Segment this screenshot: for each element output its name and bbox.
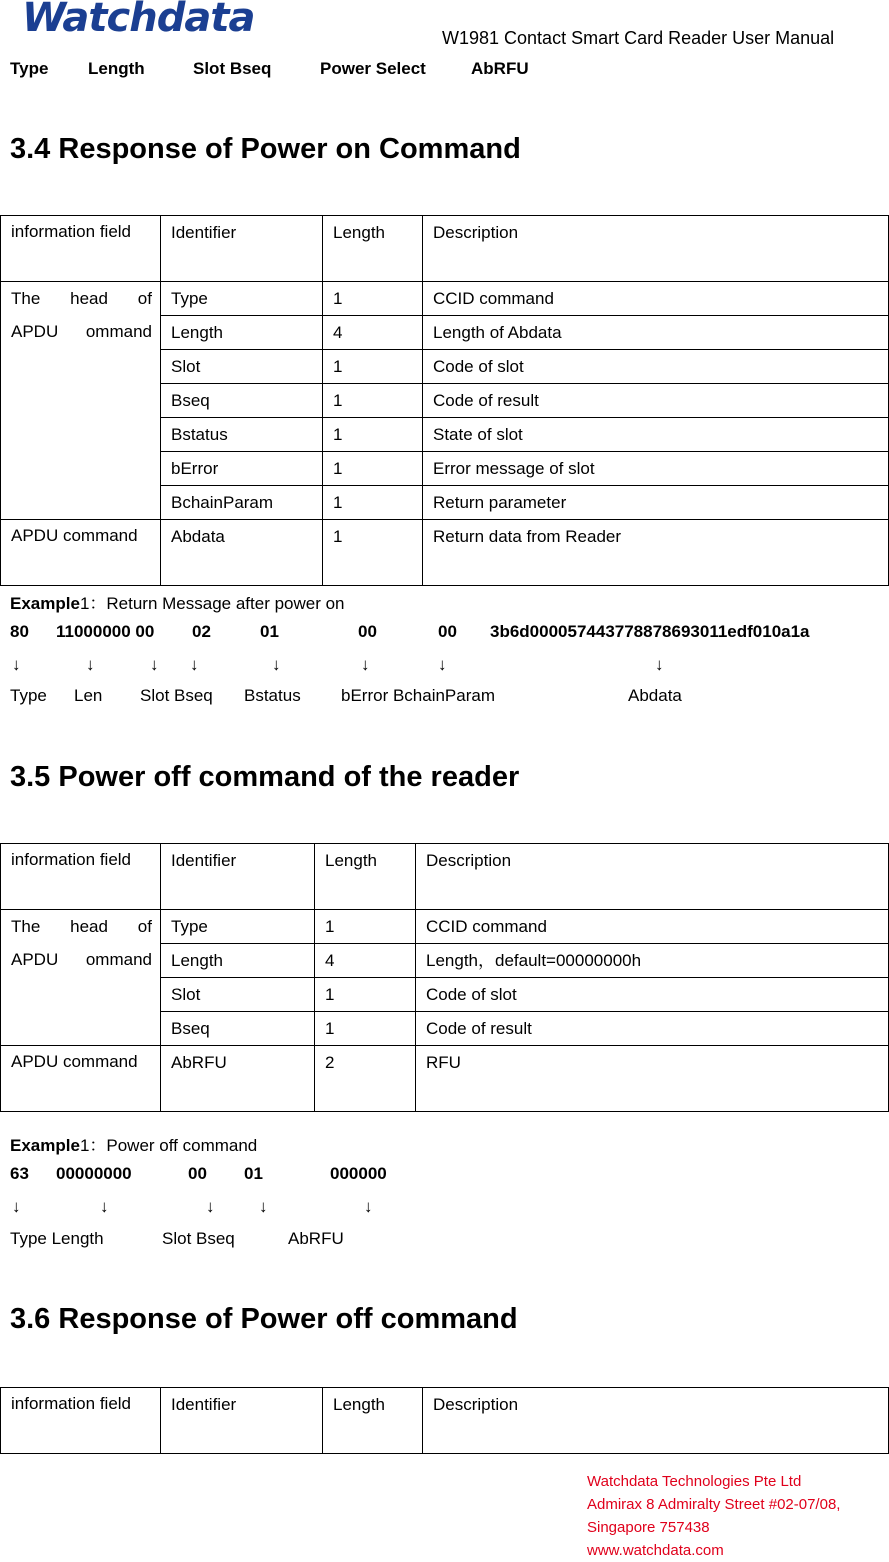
example-text: 1：Power off command — [79, 1136, 258, 1155]
table-cell: CCID command — [423, 282, 889, 316]
header-cell: Identifier — [161, 844, 315, 910]
example-text: 1：Return Message after power on — [79, 594, 345, 613]
group-label-cell: The head of APDU ommand — [1, 282, 161, 520]
table-cell: 1 — [323, 350, 423, 384]
example-3-5-labels — [10, 1229, 610, 1253]
down-arrow-icon: ↓ — [364, 1197, 373, 1216]
table-cell: Length of Abdata — [423, 316, 889, 350]
field-slot-bseq: Slot Bseq — [193, 59, 272, 78]
header-cell: Identifier — [161, 1388, 323, 1454]
down-arrow-icon: ↓ — [655, 655, 664, 674]
table-cell: Length，default=00000000h — [416, 944, 889, 978]
section-3-4-heading: 3.4 Response of Power on Command — [10, 133, 521, 165]
table-cell: RFU — [416, 1046, 889, 1112]
example-value: 00 — [188, 1164, 207, 1183]
table-cell: 1 — [315, 910, 416, 944]
down-arrow-icon: ↓ — [12, 655, 21, 674]
header-cell: information field — [1, 216, 161, 282]
example-label-item: Bstatus — [244, 686, 301, 705]
table-cell: 2 — [315, 1046, 416, 1112]
footer-address: Admirax 8 Admiralty Street #02-07/08, — [587, 1496, 841, 1513]
example-label-item: Slot Bseq — [162, 1229, 235, 1248]
example-label-item: AbRFU — [288, 1229, 344, 1248]
table-cell: 1 — [323, 520, 423, 586]
header-cell: Description — [423, 1388, 889, 1454]
table-cell: Return data from Reader — [423, 520, 889, 586]
table-row — [1, 910, 889, 944]
table-cell: Length — [161, 316, 323, 350]
down-arrow-icon: ↓ — [361, 655, 370, 674]
section-3-6-heading: 3.6 Response of Power off command — [10, 1303, 518, 1335]
table-cell: Slot — [161, 350, 323, 384]
manual-title: W1981 Contact Smart Card Reader User Manual — [442, 28, 835, 48]
example-value: 00 — [358, 622, 377, 641]
table-cell: 1 — [323, 452, 423, 486]
table-cell: CCID command — [416, 910, 889, 944]
table-row — [1, 282, 889, 316]
table-3-5 — [0, 843, 889, 1112]
table-3-6 — [0, 1387, 889, 1454]
example-value: 01 — [244, 1164, 263, 1183]
footer — [587, 1470, 840, 1562]
example-label-item: Slot Bseq — [140, 686, 213, 705]
footer-website[interactable]: www.watchdata.com — [587, 1542, 724, 1559]
table-cell: Code of result — [416, 1012, 889, 1046]
table-cell: Type — [161, 282, 323, 316]
table-cell: 1 — [323, 384, 423, 418]
table-cell: State of slot — [423, 418, 889, 452]
header-cell: Identifier — [161, 216, 323, 282]
down-arrow-icon: ↓ — [259, 1197, 268, 1216]
field-type: Type — [10, 59, 49, 78]
table-row — [1, 1046, 889, 1112]
field-length: Length — [88, 59, 145, 78]
example-3-4-labels — [10, 686, 880, 710]
table-cell: Return parameter — [423, 486, 889, 520]
example-label-item: bError BchainParam — [341, 686, 496, 705]
example-label-item: Abdata — [628, 686, 682, 705]
table-3-4 — [0, 215, 889, 586]
group-label-cell: APDU command — [1, 1046, 161, 1112]
down-arrow-icon: ↓ — [190, 655, 199, 674]
table-cell: 1 — [315, 1012, 416, 1046]
down-arrow-icon: ↓ — [100, 1197, 109, 1216]
field-abrfu: AbRFU — [471, 59, 529, 78]
table-cell: Slot — [161, 978, 315, 1012]
field-line — [10, 59, 610, 83]
header-cell: information field — [1, 1388, 161, 1454]
example-3-5-title — [10, 1131, 257, 1156]
table-cell: 1 — [323, 418, 423, 452]
down-arrow-icon: ↓ — [12, 1197, 21, 1216]
table-cell: Code of slot — [423, 350, 889, 384]
table-cell: 1 — [323, 486, 423, 520]
table-header-row — [1, 216, 889, 282]
down-arrow-icon: ↓ — [86, 655, 95, 674]
table-cell: Code of slot — [416, 978, 889, 1012]
table-cell: Abdata — [161, 520, 323, 586]
table-cell: Error message of slot — [423, 452, 889, 486]
header-cell: information field — [1, 844, 161, 910]
example-value: 80 — [10, 622, 29, 641]
header-cell: Description — [423, 216, 889, 282]
watchdata-logo: Watchdata — [22, 0, 255, 41]
table-cell: Code of result — [423, 384, 889, 418]
example-value: 00000000 — [56, 1164, 132, 1183]
table-cell: 4 — [323, 316, 423, 350]
table-header-row — [1, 844, 889, 910]
example-value: 000000 — [330, 1164, 387, 1183]
down-arrow-icon: ↓ — [438, 655, 447, 674]
example-value: 00 — [438, 622, 457, 641]
footer-city: Singapore 757438 — [587, 1519, 710, 1536]
table-cell: AbRFU — [161, 1046, 315, 1112]
example-3-5-values — [10, 1164, 610, 1188]
table-cell: Bseq — [161, 384, 323, 418]
down-arrow-icon: ↓ — [206, 1197, 215, 1216]
example-label-item: Type Length — [10, 1229, 104, 1248]
header-cell: Length — [323, 216, 423, 282]
table-row — [1, 520, 889, 586]
table-cell: Bseq — [161, 1012, 315, 1046]
table-cell: Bstatus — [161, 418, 323, 452]
example-value: 3b6d000057443778878693011edf010a1a — [490, 622, 810, 641]
down-arrow-icon: ↓ — [150, 655, 159, 674]
header-cell: Length — [315, 844, 416, 910]
table-cell: BchainParam — [161, 486, 323, 520]
footer-company: Watchdata Technologies Pte Ltd — [587, 1473, 802, 1490]
example-3-4-values — [10, 622, 880, 646]
table-header-row — [1, 1388, 889, 1454]
example-label-item: Type — [10, 686, 47, 705]
header-cell: Description — [416, 844, 889, 910]
section-3-5-heading: 3.5 Power off command of the reader — [10, 761, 520, 793]
table-cell: bError — [161, 452, 323, 486]
example-3-4-arrows — [10, 655, 880, 679]
field-power-select: Power Select — [320, 59, 426, 78]
table-cell: 1 — [315, 978, 416, 1012]
example-value: 01 — [260, 622, 279, 641]
example-label-item: Len — [74, 686, 103, 705]
example-value: 02 — [192, 622, 211, 641]
group-label-cell: The head of APDU ommand — [1, 910, 161, 1046]
example-value: 63 — [10, 1164, 29, 1183]
header-cell: Length — [323, 1388, 423, 1454]
table-cell: 1 — [323, 282, 423, 316]
example-3-4-title — [10, 589, 345, 614]
down-arrow-icon: ↓ — [272, 655, 281, 674]
example-3-5-arrows — [10, 1197, 610, 1221]
group-label-cell: APDU command — [1, 520, 161, 586]
table-cell: Type — [161, 910, 315, 944]
table-cell: Length — [161, 944, 315, 978]
table-cell: 4 — [315, 944, 416, 978]
example-value: 11000000 00 — [56, 622, 155, 641]
example-label: Example — [10, 594, 80, 613]
example-label: Example — [10, 1136, 80, 1155]
